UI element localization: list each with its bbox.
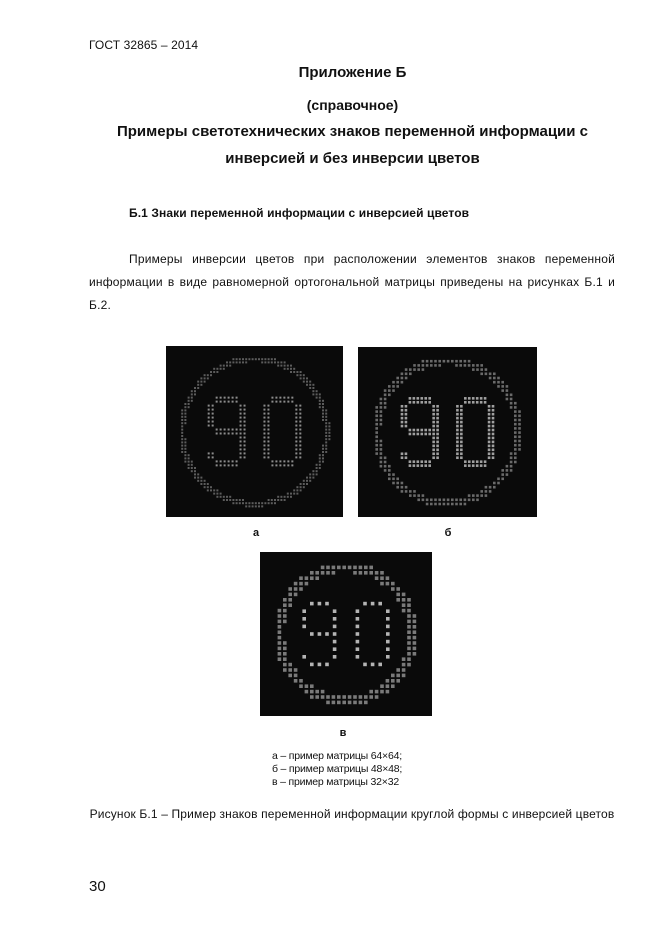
figure-a-label: а — [252, 527, 260, 539]
section-paragraph: Примеры инверсии цветов при расположении элементов знаков переменной информации в виде равномерной ортогональной матрицы приведены на рисунках Б.1 и Б.2. — [89, 252, 615, 312]
legend-item-a: а – пример матрицы 64×64; — [272, 750, 402, 762]
figure-caption: Рисунок Б.1 – Пример знаков переменной информации круглой формы с инверсией цветов — [89, 807, 615, 821]
sign-digits — [208, 397, 302, 467]
document-header: ГОСТ 32865 – 2014 — [89, 38, 199, 52]
sign-ring — [375, 360, 520, 505]
page-number: 30 — [89, 878, 106, 895]
figure-c-label: в — [339, 727, 347, 739]
appendix-title: Приложение Б — [298, 64, 407, 81]
figure-b-label: б — [444, 527, 452, 539]
sign-digits — [302, 602, 389, 666]
sign-digits — [401, 397, 495, 467]
legend-item-c: в – пример матрицы 32×32 — [272, 776, 399, 788]
legend-item-b: б – пример матрицы 48×48; — [272, 763, 403, 775]
figure-b-sign-image — [358, 347, 537, 517]
appendix-status: (справочное) — [306, 97, 399, 113]
appendix-heading-line-1: Примеры светотехнических знаков переменной информации с — [116, 123, 589, 140]
section-title: Б.1 Знаки переменной информации с инверсией цветов — [129, 206, 470, 220]
sign-ring — [181, 358, 330, 507]
figure-c-sign-image — [260, 552, 432, 716]
appendix-heading-line-2: инверсией и без инверсии цветов — [225, 150, 480, 167]
figure-a-sign-image — [166, 346, 343, 517]
sign-ring — [278, 566, 417, 705]
figure-legend — [272, 750, 402, 789]
